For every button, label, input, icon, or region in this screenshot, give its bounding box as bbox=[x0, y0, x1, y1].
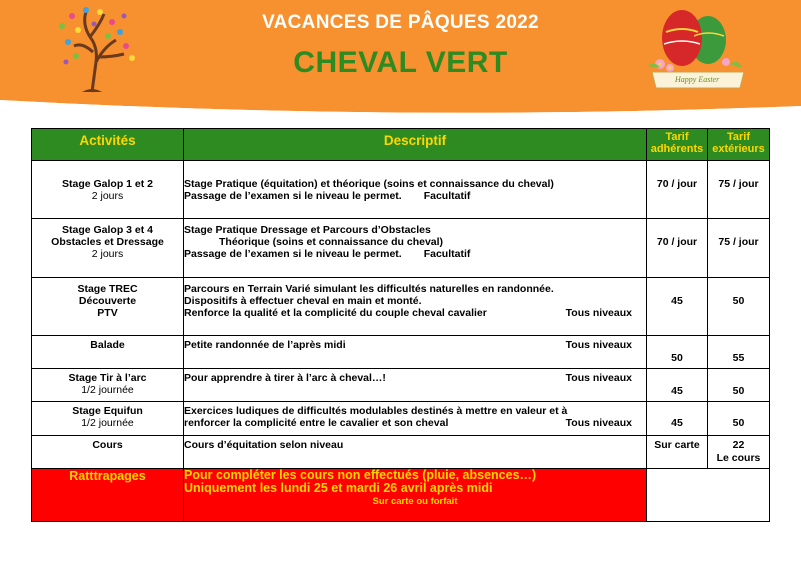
header-activites: Activités bbox=[32, 129, 184, 161]
description-line: Stage Pratique Dressage et Parcours d’Obstacles bbox=[184, 224, 431, 236]
activity-name-line2: Découverte bbox=[78, 295, 137, 307]
description-line bbox=[184, 248, 646, 260]
level-tag: Tous niveaux bbox=[565, 307, 632, 319]
description-cell bbox=[184, 402, 647, 436]
activity-name-line3: PTV bbox=[97, 307, 118, 319]
rattrapages-row bbox=[32, 469, 770, 522]
rattrapages-note: Sur carte ou forfait bbox=[372, 496, 458, 507]
description-line: Exercices ludiques de difficultés modulables destinés à mettre en valeur et à bbox=[184, 405, 568, 417]
activity-name: Stage Galop 1 et 2 bbox=[61, 178, 154, 190]
rattrapages-empty-cell bbox=[647, 469, 770, 522]
description-line: Parcours en Terrain Varié simulant les difficultés naturelles en randonnée. bbox=[184, 283, 554, 295]
price-adherents: 45 bbox=[647, 402, 708, 436]
table-row bbox=[32, 278, 770, 336]
activity-cell bbox=[32, 436, 184, 469]
description-cell bbox=[184, 369, 647, 402]
activity-duration: 2 jours bbox=[91, 190, 124, 202]
header-tarif-ext-line1: Tarif bbox=[726, 131, 751, 143]
activity-name: Cours bbox=[92, 439, 123, 451]
activity-duration: 1/2 journée bbox=[81, 417, 134, 429]
price-exterieurs: 50 bbox=[708, 278, 770, 336]
level-tag: Facultatif bbox=[423, 248, 471, 260]
price-exterieurs: 55 bbox=[708, 336, 770, 369]
page-subtitle: CHEVAL VERT bbox=[293, 46, 508, 79]
activity-cell bbox=[32, 219, 184, 278]
description-cell bbox=[184, 278, 647, 336]
activity-duration: 2 jours bbox=[91, 248, 124, 260]
description-cell bbox=[184, 219, 647, 278]
activity-name: Stage Equifun bbox=[72, 405, 143, 417]
activity-cell bbox=[32, 369, 184, 402]
activity-name: Stage TREC bbox=[77, 283, 138, 295]
price-adherents: 45 bbox=[647, 278, 708, 336]
table-row bbox=[32, 402, 770, 436]
price-adherents: 70 / jour bbox=[647, 161, 708, 219]
description-line: Pour apprendre à tirer à l’arc à cheval…! bbox=[184, 372, 386, 384]
price-adherents: Sur carte bbox=[647, 436, 708, 469]
price-adherents: 45 bbox=[647, 369, 708, 402]
level-tag: Tous niveaux bbox=[565, 339, 632, 351]
table-row bbox=[32, 161, 770, 219]
banner-wave-divider bbox=[0, 96, 801, 118]
header-tarif-adherents bbox=[647, 129, 708, 161]
price-exterieurs: 75 / jour bbox=[708, 219, 770, 278]
price-exterieurs bbox=[708, 436, 770, 469]
price-adherents: 50 bbox=[647, 336, 708, 369]
easter-card-text: Happy Easter bbox=[675, 75, 720, 84]
rattrapages-description bbox=[184, 469, 647, 522]
activity-name: Stage Tir à l’arc bbox=[68, 372, 147, 384]
rattrapages-label: Ratttrapages bbox=[32, 469, 184, 522]
activities-table bbox=[31, 128, 770, 522]
activity-name: Stage Galop 3 et 4 bbox=[61, 224, 154, 236]
header-tarif-adh-line2: adhérents bbox=[650, 143, 704, 155]
activity-cell bbox=[32, 336, 184, 369]
price-exterieurs: 50 bbox=[708, 402, 770, 436]
table-row bbox=[32, 219, 770, 278]
description-text: Passage de l’examen si le niveau le permet. bbox=[184, 190, 402, 202]
table-row bbox=[32, 369, 770, 402]
table-header-row bbox=[32, 129, 770, 161]
activity-name-line2: Obstacles et Dressage bbox=[51, 236, 164, 248]
level-tag: Tous niveaux bbox=[565, 417, 632, 429]
table-row bbox=[32, 336, 770, 369]
level-tag: Tous niveaux bbox=[565, 372, 632, 384]
description-line: Renforce la qualité et la complicité du couple cheval cavalier bbox=[184, 307, 487, 319]
header-descriptif: Descriptif bbox=[184, 129, 647, 161]
description-line: Cours d’équitation selon niveau bbox=[184, 439, 344, 451]
activity-cell bbox=[32, 278, 184, 336]
activity-name: Balade bbox=[90, 339, 125, 351]
header-tarif-exterieurs bbox=[708, 129, 770, 161]
activity-cell bbox=[32, 402, 184, 436]
description-line: Petite randonnée de l’après midi bbox=[184, 339, 346, 351]
header-tarif-adh-line1: Tarif bbox=[665, 131, 689, 143]
description-line: Stage Pratique (équitation) et théorique (soins et connaissance du cheval) bbox=[184, 178, 554, 190]
description-line: Théorique (soins et connaissance du cheval) bbox=[219, 236, 444, 248]
price-unit: Le cours bbox=[716, 452, 761, 464]
description-text: Passage de l’examen si le niveau le permet. bbox=[184, 248, 402, 260]
activity-cell bbox=[32, 161, 184, 219]
rattrapages-line: Pour compléter les cours non effectués (pluie, absences…) bbox=[184, 468, 537, 482]
activity-duration: 1/2 journée bbox=[81, 384, 134, 396]
price-exterieurs: 75 / jour bbox=[708, 161, 770, 219]
description-cell bbox=[184, 161, 647, 219]
table-row bbox=[32, 436, 770, 469]
description-line: renforcer la complicité entre le cavalier et son cheval bbox=[184, 417, 449, 429]
price-exterieurs: 50 bbox=[708, 369, 770, 402]
header-tarif-ext-line2: extérieurs bbox=[712, 143, 765, 155]
description-line: Dispositifs à effectuer cheval en main et monté. bbox=[184, 295, 422, 307]
level-tag: Facultatif bbox=[423, 190, 471, 202]
description-line bbox=[184, 190, 646, 202]
description-cell bbox=[184, 336, 647, 369]
price-adherents: 70 / jour bbox=[647, 219, 708, 278]
rattrapages-line: Uniquement les lundi 25 et mardi 26 avril après midi bbox=[184, 481, 493, 495]
price-value: 22 bbox=[732, 439, 745, 451]
description-cell bbox=[184, 436, 647, 469]
page-title: VACANCES DE PÂQUES 2022 bbox=[262, 12, 539, 33]
